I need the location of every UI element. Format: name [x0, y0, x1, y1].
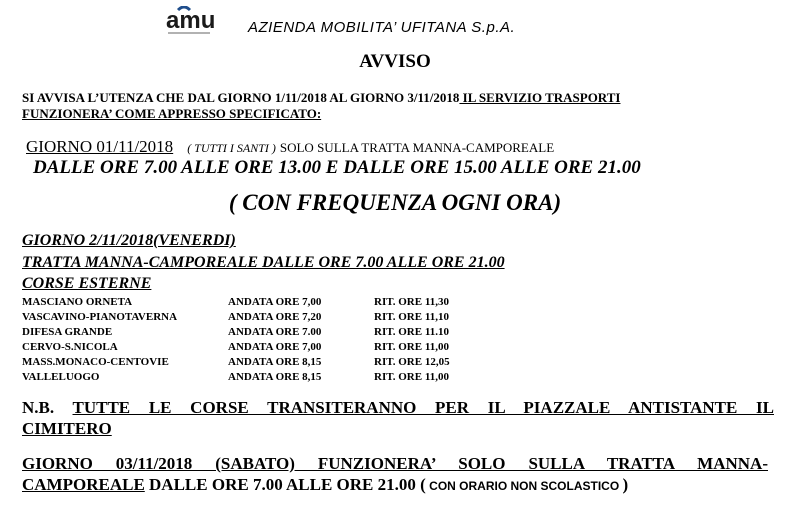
giorno3-route: CAMPOREALE	[22, 475, 145, 494]
giorno1-route: SOLO SULLA TRATTA MANNA-CAMPOREALE	[279, 140, 555, 155]
nb-line-2: CIMITERO	[22, 419, 112, 438]
giorno3-line-2	[22, 475, 628, 495]
giorno3-hours: DALLE ORE 7.00 ALLE ORE 21.00	[144, 475, 421, 494]
giorno1-heading	[26, 137, 554, 157]
row-andata: ANDATA ORE 8,15	[228, 371, 322, 383]
row-location: DIFESA GRANDE	[22, 326, 113, 338]
row-andata: ANDATA ORE 7,00	[228, 296, 322, 308]
page-title: AVVISO	[359, 51, 431, 72]
row-ritorno: RIT. ORE 12,05	[374, 356, 450, 368]
row-andata: ANDATA ORE 8,15	[228, 356, 322, 368]
row-location: MASS.MONACO-CENTOVIE	[22, 356, 169, 368]
giorno3-schedule-note: CON ORARIO NON SCOLASTICO	[425, 479, 623, 493]
logo-text: amu	[166, 7, 216, 34]
nb-line-1	[22, 398, 774, 418]
row-andata: ANDATA ORE 7,00	[228, 341, 322, 353]
company-logo	[166, 6, 236, 38]
row-ritorno: RIT. ORE 11,00	[374, 341, 449, 353]
intro-line-2: FUNZIONERA’ COME APPRESSO SPECIFICATO:	[22, 106, 322, 121]
row-ritorno: RIT. ORE 11,10	[374, 311, 449, 323]
company-name: AZIENDA MOBILITA’ UFITANA S.p.A.	[248, 19, 516, 36]
row-location: VALLELUOGO	[22, 371, 100, 383]
row-location: VASCAVINO-PIANOTAVERNA	[22, 311, 178, 323]
giorno2-day: GIORNO 2/11/2018(VENERDI)	[22, 232, 236, 249]
giorno1-day: GIORNO 01/11/2018	[26, 137, 174, 156]
giorno1-hours: DALLE ORE 7.00 ALLE ORE 13.00 E DALLE ORE 15.00 ALLE ORE 21.00	[33, 157, 641, 178]
row-location: MASCIANO ORNETA	[22, 296, 133, 308]
giorno2-external: CORSE ESTERNE	[22, 275, 152, 292]
giorno2-route: TRATTA MANNA-CAMPOREALE DALLE ORE 7.00 ALLE ORE 21.00	[22, 254, 505, 271]
row-ritorno: RIT. ORE 11.10	[374, 326, 449, 338]
row-ritorno: RIT. ORE 11,30	[374, 296, 449, 308]
giorno1-frequency: ( CON FREQUENZA OGNI ORA)	[228, 190, 562, 215]
row-andata: ANDATA ORE 7.00	[228, 326, 322, 338]
intro-underlined: IL SERVIZIO TRASPORTI	[459, 90, 621, 105]
giorno3-paren-close: )	[622, 475, 629, 494]
intro-line-1	[22, 90, 620, 106]
row-location: CERVO-S.NICOLA	[22, 341, 118, 353]
row-ritorno: RIT. ORE 11,00	[374, 371, 449, 383]
giorno1-note: ( TUTTI I SANTI )	[187, 141, 276, 155]
row-andata: ANDATA ORE 7,20	[228, 311, 322, 323]
intro-text: SI AVVISA L’UTENZA CHE DAL GIORNO 1/11/2018 AL GIORNO 3/11/2018	[22, 90, 460, 105]
nb-prefix: N.B.	[22, 398, 55, 417]
nb-text: TUTTE LE CORSE TRANSITERANNO PER IL PIAZZALE ANTISTANTE IL	[72, 398, 774, 417]
giorno3-line-1: GIORNO 03/11/2018 (SABATO) FUNZIONERA’ SOLO SULLA TRATTA MANNA-	[22, 454, 768, 473]
giorno3-paren-open: (	[420, 475, 426, 494]
